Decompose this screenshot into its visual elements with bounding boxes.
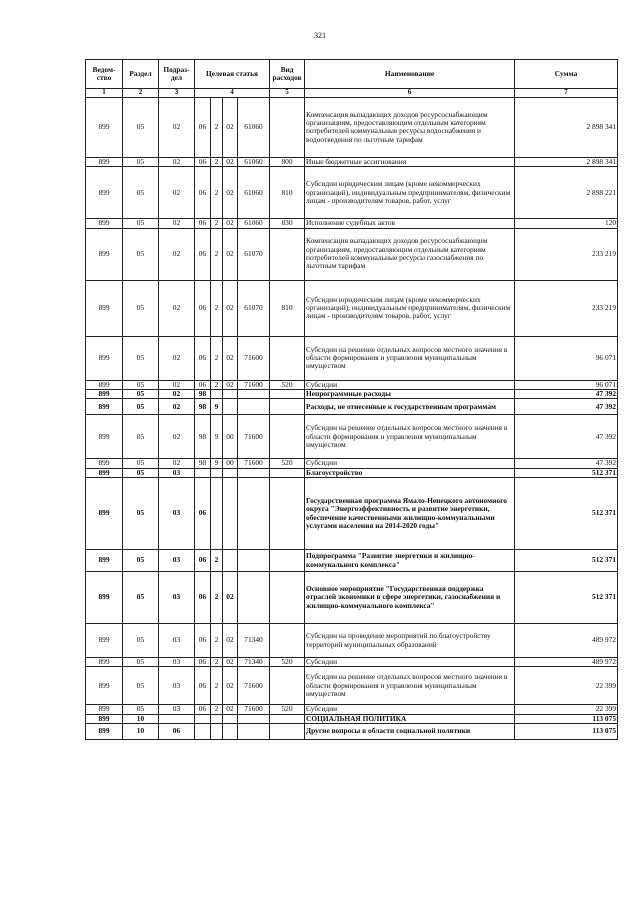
vid-raskhodov-cell: 830: [270, 219, 305, 228]
program-code-cell: 98: [195, 389, 211, 398]
razdel-cell: 10: [123, 724, 159, 740]
table-row: [86, 667, 618, 705]
razdel-cell: 05: [123, 667, 159, 705]
naimenovanie-cell: Подпрограмма "Развитие энергетики и жилищно-коммунального комплекса": [305, 550, 515, 572]
event-code-cell: 02: [223, 228, 238, 280]
podrazdel-cell: 02: [159, 415, 195, 459]
header-row: [86, 60, 618, 89]
budget-table: [85, 59, 618, 740]
direction-code-cell: 71600: [238, 336, 270, 380]
razdel-cell: 10: [123, 714, 159, 723]
podrazdel-cell: 02: [159, 97, 195, 157]
podrazdel-cell: 03: [159, 658, 195, 667]
podrazdel-cell: 02: [159, 459, 195, 468]
summa-cell: 47 392: [515, 389, 618, 398]
naimenovanie-cell: Благоустройство: [305, 468, 515, 477]
program-code-cell: 06: [195, 550, 211, 572]
naimenovanie-cell: Субсидии на решение отдельных вопросов местного значения в области формирования и управления муниципальным имуществом: [305, 336, 515, 380]
direction-code-cell: [238, 478, 270, 550]
razdel-cell: 05: [123, 219, 159, 228]
vid-raskhodov-cell: [270, 468, 305, 477]
naimenovanie-cell: Другие вопросы в области социальной политики: [305, 724, 515, 740]
razdel-cell: 05: [123, 157, 159, 166]
subprogram-code-cell: 2: [211, 705, 223, 714]
naimenovanie-cell: Субсидии на решение отдельных вопросов местного значения в области формирования и управления муниципальным имуществом: [305, 415, 515, 459]
podrazdel-cell: 02: [159, 228, 195, 280]
summa-cell: 47 392: [515, 399, 618, 415]
direction-code-cell: [238, 389, 270, 398]
razdel-cell: 05: [123, 415, 159, 459]
column-number-row: [86, 89, 618, 98]
summa-cell: 47 392: [515, 459, 618, 468]
vid-raskhodov-cell: [270, 389, 305, 398]
direction-code-cell: 61060: [238, 97, 270, 157]
razdel-cell: 05: [123, 228, 159, 280]
header-podrazdel: Подраз- дел: [159, 60, 195, 89]
razdel-cell: 05: [123, 399, 159, 415]
program-code-cell: 06: [195, 572, 211, 624]
razdel-cell: 05: [123, 459, 159, 468]
table-row: [86, 399, 618, 415]
direction-code-cell: [238, 724, 270, 740]
summa-cell: 233 219: [515, 280, 618, 336]
summa-cell: 512 371: [515, 468, 618, 477]
direction-code-cell: 71340: [238, 658, 270, 667]
vid-raskhodov-cell: [270, 228, 305, 280]
event-code-cell: 00: [223, 459, 238, 468]
vedomstvo-cell: 899: [86, 415, 123, 459]
subprogram-code-cell: [211, 478, 223, 550]
podrazdel-cell: 02: [159, 380, 195, 389]
vedomstvo-cell: 899: [86, 380, 123, 389]
event-code-cell: 02: [223, 167, 238, 219]
vedomstvo-cell: 899: [86, 336, 123, 380]
razdel-cell: 05: [123, 478, 159, 550]
vid-raskhodov-cell: [270, 415, 305, 459]
event-code-cell: [223, 468, 238, 477]
vid-raskhodov-cell: [270, 724, 305, 740]
program-code-cell: 06: [195, 167, 211, 219]
column-number: 2: [123, 89, 159, 98]
naimenovanie-cell: Непрограммные расходы: [305, 389, 515, 398]
naimenovanie-cell: Расходы, не отнесенные к государственным программам: [305, 399, 515, 415]
vedomstvo-cell: 899: [86, 667, 123, 705]
vedomstvo-cell: 899: [86, 459, 123, 468]
page-number: 321: [314, 31, 326, 40]
podrazdel-cell: [159, 714, 195, 723]
podrazdel-cell: 03: [159, 478, 195, 550]
summa-cell: 233 219: [515, 228, 618, 280]
table-row: [86, 459, 618, 468]
vedomstvo-cell: 899: [86, 724, 123, 740]
summa-cell: 512 371: [515, 550, 618, 572]
naimenovanie-cell: Иные бюджетные ассигнования: [305, 157, 515, 166]
direction-code-cell: 61060: [238, 167, 270, 219]
summa-cell: 22 399: [515, 667, 618, 705]
podrazdel-cell: 02: [159, 389, 195, 398]
vid-raskhodov-cell: 810: [270, 280, 305, 336]
summa-cell: 96 071: [515, 336, 618, 380]
naimenovanie-cell: Субсидии юридическим лицам (кроме некоммерческих организаций), индивидуальным предпринимателям, физическим лицам - производителям товаров, работ, услуг: [305, 280, 515, 336]
subprogram-code-cell: [211, 389, 223, 398]
summa-cell: 512 371: [515, 478, 618, 550]
summa-cell: 113 075: [515, 714, 618, 723]
naimenovanie-cell: Субсидии: [305, 380, 515, 389]
summa-cell: 47 392: [515, 415, 618, 459]
column-number: 7: [515, 89, 618, 98]
vid-raskhodov-cell: 520: [270, 459, 305, 468]
vid-raskhodov-cell: [270, 667, 305, 705]
razdel-cell: 05: [123, 97, 159, 157]
table-row: [86, 389, 618, 398]
podrazdel-cell: 03: [159, 667, 195, 705]
razdel-cell: 05: [123, 705, 159, 714]
direction-code-cell: 61060: [238, 157, 270, 166]
vedomstvo-cell: 899: [86, 705, 123, 714]
subprogram-code-cell: 2: [211, 157, 223, 166]
podrazdel-cell: 03: [159, 705, 195, 714]
table-row: [86, 415, 618, 459]
table-row: [86, 336, 618, 380]
direction-code-cell: 71600: [238, 459, 270, 468]
vid-raskhodov-cell: 800: [270, 157, 305, 166]
razdel-cell: 05: [123, 624, 159, 658]
vedomstvo-cell: 899: [86, 550, 123, 572]
naimenovanie-cell: Государственная программа Ямало-Ненецкого автономного округа "Энергоэффективность и развитие энергетики, обеспечение качественными жилищно-коммунальными услугами населения на 2014-2020 годы": [305, 478, 515, 550]
program-code-cell: [195, 468, 211, 477]
direction-code-cell: [238, 572, 270, 624]
naimenovanie-cell: Основное мероприятие "Государственная поддержка отраслей экономики в сфере энергетики, газоснабжения и жилищно-коммунального комплекса": [305, 572, 515, 624]
direction-code-cell: [238, 714, 270, 723]
subprogram-code-cell: 9: [211, 399, 223, 415]
subprogram-code-cell: 2: [211, 228, 223, 280]
razdel-cell: 05: [123, 280, 159, 336]
naimenovanie-cell: Исполнение судебных актов: [305, 219, 515, 228]
table-row: [86, 167, 618, 219]
program-code-cell: 06: [195, 97, 211, 157]
podrazdel-cell: 02: [159, 167, 195, 219]
vid-raskhodov-cell: 520: [270, 658, 305, 667]
vedomstvo-cell: 899: [86, 228, 123, 280]
vid-raskhodov-cell: 520: [270, 380, 305, 389]
event-code-cell: 02: [223, 157, 238, 166]
razdel-cell: 05: [123, 550, 159, 572]
subprogram-code-cell: 2: [211, 97, 223, 157]
vid-raskhodov-cell: [270, 97, 305, 157]
vedomstvo-cell: 899: [86, 478, 123, 550]
event-code-cell: [223, 399, 238, 415]
program-code-cell: 06: [195, 380, 211, 389]
event-code-cell: [223, 478, 238, 550]
naimenovanie-cell: СОЦИАЛЬНАЯ ПОЛИТИКА: [305, 714, 515, 723]
column-number: 4: [195, 89, 270, 98]
table-row: [86, 157, 618, 166]
table-row: [86, 658, 618, 667]
event-code-cell: [223, 714, 238, 723]
podrazdel-cell: 03: [159, 550, 195, 572]
vid-raskhodov-cell: [270, 336, 305, 380]
table-row: [86, 705, 618, 714]
direction-code-cell: 61070: [238, 228, 270, 280]
program-code-cell: 06: [195, 219, 211, 228]
vedomstvo-cell: 899: [86, 658, 123, 667]
column-number: 6: [305, 89, 515, 98]
table-row: [86, 280, 618, 336]
header-razdel: Раздел: [123, 60, 159, 89]
vedomstvo-cell: 899: [86, 389, 123, 398]
program-code-cell: 06: [195, 705, 211, 714]
table-row: [86, 380, 618, 389]
podrazdel-cell: 02: [159, 157, 195, 166]
vid-raskhodov-cell: [270, 478, 305, 550]
naimenovanie-cell: Субсидии: [305, 658, 515, 667]
table-row: [86, 468, 618, 477]
summa-cell: 2 898 341: [515, 157, 618, 166]
podrazdel-cell: 06: [159, 724, 195, 740]
naimenovanie-cell: Субсидии: [305, 459, 515, 468]
header-summa: Сумма: [515, 60, 618, 89]
table-row: [86, 97, 618, 157]
header-celevaya-statya: Целевая статья: [195, 60, 270, 89]
naimenovanie-cell: Компенсация выпадающих доходов ресурсоснабжающим организациям, предоставляющим отдельным категориям потребителей коммунальные ресурсы газоснабжения по льготным тарифам: [305, 228, 515, 280]
vedomstvo-cell: 899: [86, 399, 123, 415]
podrazdel-cell: 03: [159, 468, 195, 477]
direction-code-cell: 61070: [238, 280, 270, 336]
table-row: [86, 572, 618, 624]
column-number: 1: [86, 89, 123, 98]
table-row: [86, 724, 618, 740]
summa-cell: 512 371: [515, 572, 618, 624]
naimenovanie-cell: Субсидии: [305, 705, 515, 714]
program-code-cell: 06: [195, 667, 211, 705]
column-number: 5: [270, 89, 305, 98]
razdel-cell: 05: [123, 658, 159, 667]
vedomstvo-cell: 899: [86, 167, 123, 219]
vedomstvo-cell: 899: [86, 714, 123, 723]
event-code-cell: [223, 724, 238, 740]
summa-cell: 489 972: [515, 658, 618, 667]
subprogram-code-cell: 9: [211, 459, 223, 468]
event-code-cell: 02: [223, 280, 238, 336]
naimenovanie-cell: Субсидии на проведение мероприятий по благоустройству территорий муниципальных образований: [305, 624, 515, 658]
podrazdel-cell: 02: [159, 336, 195, 380]
razdel-cell: 05: [123, 468, 159, 477]
vid-raskhodov-cell: 810: [270, 167, 305, 219]
vedomstvo-cell: 899: [86, 157, 123, 166]
event-code-cell: 02: [223, 667, 238, 705]
subprogram-code-cell: 2: [211, 624, 223, 658]
summa-cell: 96 071: [515, 380, 618, 389]
event-code-cell: 02: [223, 219, 238, 228]
vedomstvo-cell: 899: [86, 624, 123, 658]
razdel-cell: 05: [123, 336, 159, 380]
naimenovanie-cell: Компенсация выпадающих доходов ресурсоснабжающим организациям, предоставляющим отдельным категориям потребителей коммунальные ресурсы водоснабжения и водоотведения по льготным тарифам: [305, 97, 515, 157]
program-code-cell: [195, 724, 211, 740]
event-code-cell: 02: [223, 705, 238, 714]
subprogram-code-cell: 2: [211, 667, 223, 705]
header-naimenovanie: Наименование: [305, 60, 515, 89]
header-vedomstvo: Ведом- ство: [86, 60, 123, 89]
podrazdel-cell: 02: [159, 280, 195, 336]
table-row: [86, 624, 618, 658]
vid-raskhodov-cell: [270, 624, 305, 658]
table-row: [86, 714, 618, 723]
subprogram-code-cell: 2: [211, 380, 223, 389]
event-code-cell: [223, 550, 238, 572]
subprogram-code-cell: 2: [211, 658, 223, 667]
podrazdel-cell: 02: [159, 399, 195, 415]
subprogram-code-cell: 2: [211, 572, 223, 624]
razdel-cell: 05: [123, 389, 159, 398]
podrazdel-cell: 03: [159, 624, 195, 658]
razdel-cell: 05: [123, 572, 159, 624]
podrazdel-cell: 02: [159, 219, 195, 228]
program-code-cell: 06: [195, 157, 211, 166]
column-number: 3: [159, 89, 195, 98]
summa-cell: 489 972: [515, 624, 618, 658]
subprogram-code-cell: 2: [211, 219, 223, 228]
direction-code-cell: [238, 468, 270, 477]
subprogram-code-cell: 2: [211, 280, 223, 336]
naimenovanie-cell: Субсидии юридическим лицам (кроме некоммерческих организаций), индивидуальным предпринимателям, физическим лицам - производителям товаров, работ, услуг: [305, 167, 515, 219]
event-code-cell: 02: [223, 572, 238, 624]
table-row: [86, 228, 618, 280]
summa-cell: 120: [515, 219, 618, 228]
razdel-cell: 05: [123, 167, 159, 219]
vedomstvo-cell: 899: [86, 572, 123, 624]
subprogram-code-cell: 2: [211, 550, 223, 572]
summa-cell: 2 898 221: [515, 167, 618, 219]
event-code-cell: 02: [223, 336, 238, 380]
direction-code-cell: 71340: [238, 624, 270, 658]
vedomstvo-cell: 899: [86, 468, 123, 477]
subprogram-code-cell: [211, 724, 223, 740]
program-code-cell: 98: [195, 399, 211, 415]
program-code-cell: 98: [195, 459, 211, 468]
podrazdel-cell: 03: [159, 572, 195, 624]
vedomstvo-cell: 899: [86, 97, 123, 157]
vid-raskhodov-cell: [270, 714, 305, 723]
direction-code-cell: 71600: [238, 415, 270, 459]
event-code-cell: 02: [223, 380, 238, 389]
event-code-cell: [223, 389, 238, 398]
event-code-cell: 00: [223, 415, 238, 459]
direction-code-cell: 71600: [238, 667, 270, 705]
subprogram-code-cell: 9: [211, 415, 223, 459]
program-code-cell: 06: [195, 658, 211, 667]
naimenovanie-cell: Субсидии на решение отдельных вопросов местного значения в области формирования и управления муниципальным имуществом: [305, 667, 515, 705]
vid-raskhodov-cell: [270, 399, 305, 415]
program-code-cell: 06: [195, 280, 211, 336]
program-code-cell: 98: [195, 415, 211, 459]
subprogram-code-cell: 2: [211, 336, 223, 380]
program-code-cell: 06: [195, 228, 211, 280]
summa-cell: 113 075: [515, 724, 618, 740]
program-code-cell: 06: [195, 624, 211, 658]
summa-cell: 22 399: [515, 705, 618, 714]
direction-code-cell: [238, 550, 270, 572]
razdel-cell: 05: [123, 380, 159, 389]
subprogram-code-cell: [211, 468, 223, 477]
event-code-cell: 02: [223, 658, 238, 667]
vid-raskhodov-cell: [270, 572, 305, 624]
direction-code-cell: 71600: [238, 705, 270, 714]
direction-code-cell: [238, 399, 270, 415]
program-code-cell: [195, 714, 211, 723]
vid-raskhodov-cell: 520: [270, 705, 305, 714]
subprogram-code-cell: [211, 714, 223, 723]
event-code-cell: 02: [223, 97, 238, 157]
table-body: [86, 97, 618, 739]
table-row: [86, 478, 618, 550]
event-code-cell: 02: [223, 624, 238, 658]
direction-code-cell: 71600: [238, 380, 270, 389]
vedomstvo-cell: 899: [86, 219, 123, 228]
program-code-cell: 06: [195, 336, 211, 380]
summa-cell: 2 898 341: [515, 97, 618, 157]
subprogram-code-cell: 2: [211, 167, 223, 219]
vedomstvo-cell: 899: [86, 280, 123, 336]
direction-code-cell: 61060: [238, 219, 270, 228]
header-vid-raskhodov: Вид расходов: [270, 60, 305, 89]
program-code-cell: 06: [195, 478, 211, 550]
table-row: [86, 550, 618, 572]
table-row: [86, 219, 618, 228]
vid-raskhodov-cell: [270, 550, 305, 572]
